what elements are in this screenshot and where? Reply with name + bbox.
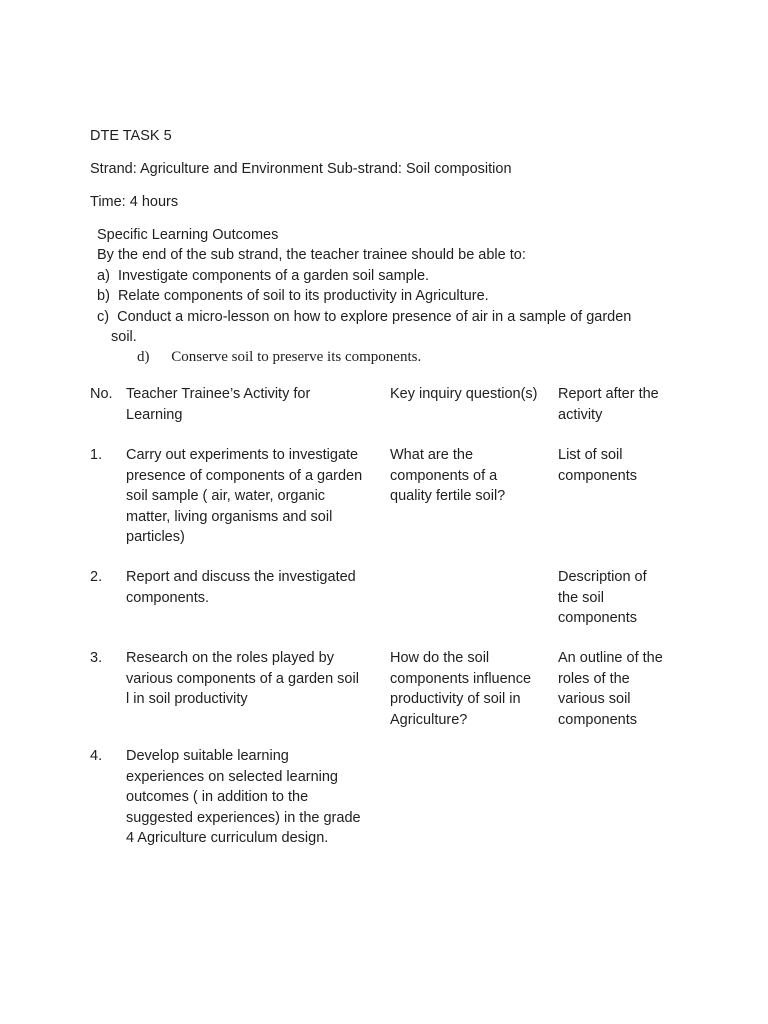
outcome-item	[97, 307, 631, 328]
row-report: List of soil components	[558, 447, 637, 484]
outcome-text: Conduct a micro-lesson on how to explore presence of air in a sample of garden	[117, 309, 632, 325]
outcome-item	[137, 347, 421, 368]
row-number: 2.	[90, 569, 103, 585]
strand-line: Strand: Agriculture and Environment Sub-strand: Soil composition	[90, 161, 512, 177]
row-activity: Report and discuss the investigated components.	[126, 569, 356, 606]
table-row	[90, 445, 690, 567]
row-question: What are the components of a quality fertile soil?	[390, 447, 506, 504]
row-report: Description of the soil components	[558, 569, 647, 626]
outcome-item-continuation: soil.	[111, 329, 137, 345]
table-header-row	[90, 384, 690, 445]
header-no: No.	[90, 386, 113, 402]
outcome-item	[97, 286, 489, 307]
row-activity: Carry out experiments to investigate presence of components of a garden soil sample ( air, water, organic matter, living organisms and soil particles)	[126, 447, 363, 545]
row-activity: Research on the roles played by various components of a garden soil l in soil productivity	[126, 650, 359, 707]
outcome-text: Conserve soil to preserve its components.	[171, 349, 422, 365]
time-line: Time: 4 hours	[90, 194, 179, 210]
outcomes-intro: By the end of the sub strand, the teacher trainee should be able to:	[97, 247, 526, 263]
table-row	[90, 648, 690, 746]
outcome-text: Investigate components of a garden soil sample.	[117, 268, 430, 284]
row-question: How do the soil components influence productivity of soil in Agriculture?	[390, 650, 532, 728]
outcome-label: d)	[137, 349, 150, 365]
row-activity: Develop suitable learning experiences on selected learning outcomes ( in addition to the suggested experiences) in the grade 4 Agriculture curriculum design.	[126, 748, 361, 846]
outcome-item	[97, 266, 429, 287]
table-row	[90, 567, 690, 648]
outcome-label: a)	[97, 268, 110, 284]
row-number: 4.	[90, 748, 103, 764]
row-report: An outline of the roles of the various soil components	[558, 650, 663, 728]
outcome-label: b)	[97, 288, 110, 304]
outcomes-heading: Specific Learning Outcomes	[97, 227, 279, 243]
outcome-text: Relate components of soil to its productivity in Agriculture.	[117, 288, 489, 304]
row-number: 1.	[90, 447, 103, 463]
row-number: 3.	[90, 650, 103, 666]
header-report: Report after the activity	[558, 386, 659, 423]
task-title: DTE TASK 5	[90, 128, 172, 144]
table-row	[90, 746, 690, 856]
header-question: Key inquiry question(s)	[390, 386, 538, 402]
outcome-label: c)	[97, 309, 110, 325]
activities-table	[90, 384, 690, 856]
header-activity: Teacher Trainee’s Activity for Learning	[126, 386, 311, 423]
